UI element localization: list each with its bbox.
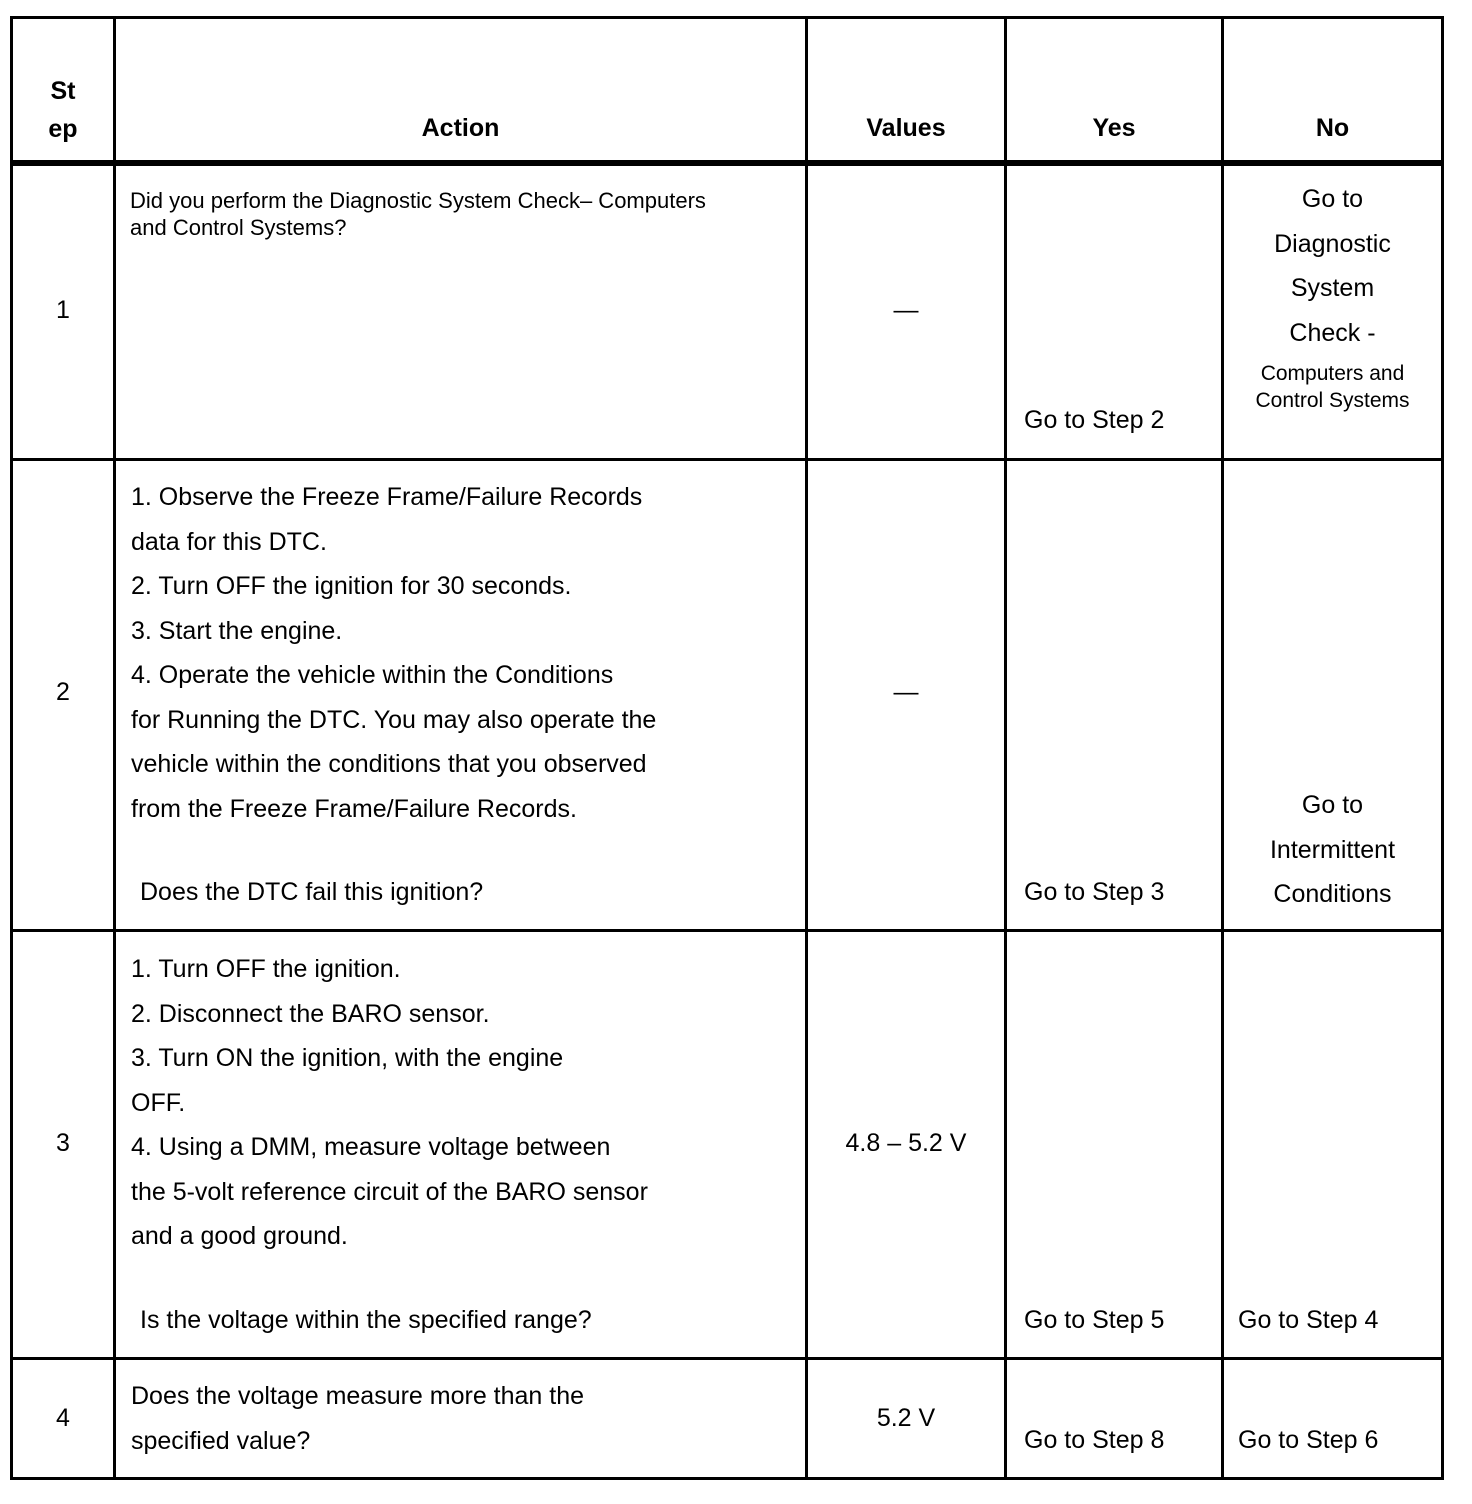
row4-no: Go to Step 6 bbox=[1238, 1426, 1379, 1454]
row3-step: 3 bbox=[56, 1129, 70, 1157]
header-bottom-border bbox=[10, 160, 1444, 166]
row4-yes: Go to Step 8 bbox=[1024, 1426, 1165, 1454]
header-step-line1: St bbox=[50, 77, 76, 105]
row3-bottom-border bbox=[10, 1357, 1444, 1360]
row3-action: 1. Turn OFF the ignition. 2. Disconnect the BARO sensor. 3. Turn ON the ignition, with the engine OFF. 4. Using a DMM, measure voltage between the 5-volt reference circuit of the BARO sensor and a good ground. bbox=[131, 955, 648, 1250]
row1-no-small: Computers and Control Systems bbox=[1255, 362, 1410, 412]
header-yes: Yes bbox=[1092, 114, 1136, 142]
row1-value: — bbox=[893, 296, 919, 324]
header-action: Action bbox=[421, 114, 500, 142]
row1-action: Did you perform the Diagnostic System Check– Computers and Control Systems? bbox=[130, 188, 706, 240]
table-bottom-border bbox=[10, 1477, 1444, 1480]
row2-question: Does the DTC fail this ignition? bbox=[140, 878, 484, 906]
row2-value: — bbox=[893, 678, 919, 706]
header-step bbox=[13, 72, 113, 148]
header-no: No bbox=[1315, 114, 1350, 142]
row2-yes: Go to Step 3 bbox=[1024, 878, 1165, 906]
row3-no: Go to Step 4 bbox=[1238, 1306, 1379, 1334]
row4-value: 5.2 V bbox=[876, 1404, 936, 1432]
row1-yes: Go to Step 2 bbox=[1024, 406, 1165, 434]
row2-no: Go to Intermittent Conditions bbox=[1269, 791, 1396, 908]
row2-bottom-border bbox=[10, 929, 1444, 932]
row1-no: Go to Diagnostic System Check - bbox=[1274, 185, 1391, 347]
header-step-line2: ep bbox=[48, 115, 78, 143]
row4-step: 4 bbox=[56, 1404, 70, 1432]
table-left-border bbox=[10, 16, 13, 1480]
header-values: Values bbox=[866, 114, 946, 142]
row2-action: 1. Observe the Freeze Frame/Failure Records data for this DTC. 2. Turn OFF the ignition for 30 seconds. 3. Start the engine. 4. Operate the vehicle within the Conditions for Running the DTC. You may also operate the vehicle within the conditions that you observed from the Freeze Frame/Failure Records. bbox=[131, 483, 657, 823]
row3-value: 4.8 – 5.2 V bbox=[845, 1129, 967, 1157]
row4-action: Does the voltage measure more than the specified value? bbox=[131, 1382, 585, 1455]
table-top-border bbox=[10, 16, 1444, 19]
col-divider-values bbox=[1004, 16, 1007, 1480]
row1-bottom-border bbox=[10, 458, 1444, 461]
col-divider-step bbox=[113, 16, 116, 1480]
row3-yes: Go to Step 5 bbox=[1024, 1306, 1165, 1334]
row1-step: 1 bbox=[56, 296, 70, 324]
table-right-border bbox=[1441, 16, 1444, 1480]
row2-step: 2 bbox=[56, 678, 70, 706]
diagnostic-table bbox=[10, 16, 1444, 1480]
row3-question: Is the voltage within the specified range? bbox=[140, 1306, 592, 1334]
col-divider-action bbox=[805, 16, 808, 1480]
